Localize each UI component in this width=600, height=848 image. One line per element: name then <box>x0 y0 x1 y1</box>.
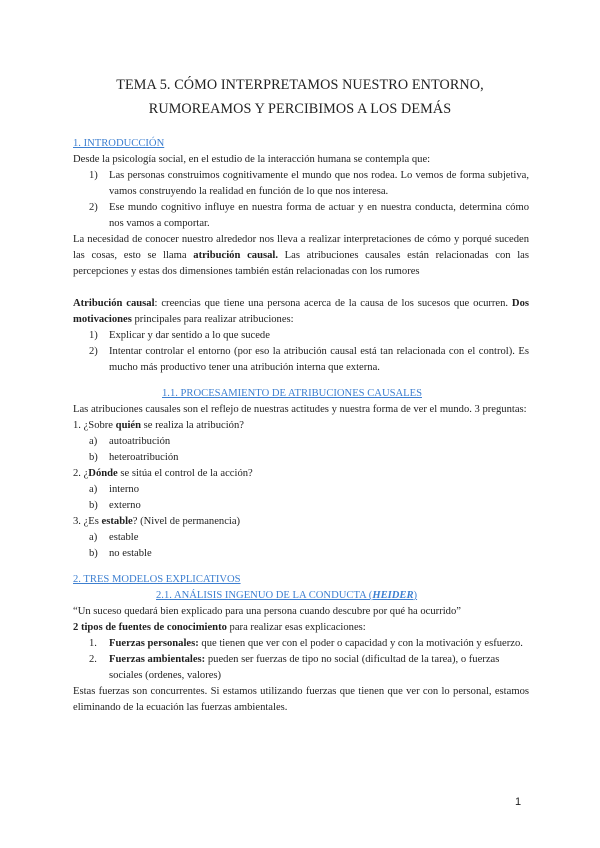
list-item-text: heteroatribución <box>109 452 179 463</box>
heading-analisis-ingenuo <box>73 588 529 604</box>
heading-text: ) <box>413 590 418 601</box>
list-marker: 2) <box>89 202 98 213</box>
document-title <box>0 73 600 121</box>
definition-text: principales para realizar atribuciones: <box>131 314 294 325</box>
list-marker: 1) <box>89 330 98 341</box>
list-marker: b) <box>89 500 98 511</box>
list-item-text: Explicar y dar sentido a lo que sucede <box>109 330 270 341</box>
heading-introduccion: 1. INTRODUCCIÓN <box>73 138 165 149</box>
closing-paragraph: Estas fuerzas son concurrentes. Si estamos utilizando fuerzas que tienen que ver con lo personal, estamos eliminando de la ecuación las fuerzas ambientales. <box>73 686 529 713</box>
sources-text: para realizar esas explicaciones: <box>226 622 366 633</box>
list-marker: 1) <box>89 170 98 181</box>
question-text: 2. ¿ <box>73 468 89 479</box>
list-marker: 1. <box>89 638 97 649</box>
processing-lead: Las atribuciones causales son el reflejo de nuestras actitudes y nuestra forma de ver el mundo. 3 preguntas: <box>73 404 527 415</box>
list-item-text: Las personas construimos cognitivamente el mundo que nos rodea. Lo vemos de forma subjetiva, vamos construyendo la realidad en función de lo que nos interesa. <box>109 170 529 197</box>
question-2 <box>73 466 529 482</box>
list-marker: 2) <box>89 346 98 357</box>
page-number: 1 <box>515 796 522 808</box>
question-text: se sitúa el control de la acción? <box>117 468 253 479</box>
heading-modelos: 2. TRES MODELOS EXPLICATIVOS <box>73 574 241 585</box>
list-item-text: Ese mundo cognitivo influye en nuestra forma de actuar y en nuestra conducta, determina cómo nos vamos a comportar. <box>109 202 529 229</box>
list-marker: b) <box>89 452 98 463</box>
definition-text: : creencias que tiene una persona acerca de la causa de los sucesos que ocurren. <box>154 298 512 309</box>
list-item-text: interno <box>109 484 140 495</box>
option-item <box>73 450 529 466</box>
question-keyword: estable <box>101 516 133 527</box>
heading-author: HEIDER <box>372 590 414 601</box>
list-marker: 2. <box>89 654 97 665</box>
question-3 <box>73 514 529 530</box>
intro-item-1 <box>73 168 529 200</box>
heading-text: 2.1. ANÁLISIS INGENUO DE LA CONDUCTA ( <box>156 590 373 601</box>
list-item-text: autoatribución <box>109 436 171 447</box>
heading-procesamiento: 1.1. PROCESAMIENTO DE ATRIBUCIONES CAUSALES <box>162 388 422 399</box>
question-text: se realiza la atribución? <box>141 420 244 431</box>
term-atribucion-causal: atribución causal. <box>193 250 278 261</box>
intro-item-2 <box>73 200 529 232</box>
intro-paragraph <box>73 232 529 280</box>
question-keyword: Dónde <box>88 468 118 479</box>
sources-lead <box>73 620 529 636</box>
force-term: Fuerzas ambientales: <box>109 654 206 665</box>
option-item <box>73 530 529 546</box>
list-marker: b) <box>89 548 98 559</box>
option-item <box>73 498 529 514</box>
list-item-text: estable <box>109 532 139 543</box>
option-item <box>73 546 529 562</box>
definition-paragraph <box>73 296 529 328</box>
list-marker: a) <box>89 484 98 495</box>
force-text: que tienen que ver con el poder o capacidad y con la motivación y esfuerzo. <box>198 638 523 649</box>
motivation-item-2 <box>73 344 529 376</box>
option-item <box>73 434 529 450</box>
definition-bold: Dos motivaciones <box>73 298 529 325</box>
list-item-text: Intentar controlar el entorno (por eso la atribución causal está tan relacionada con el control). Es mucho más productivo tener una atribución interna que externa. <box>109 346 529 373</box>
question-text: ? (Nivel de permanencia) <box>132 516 241 527</box>
paragraph-text: Las atribuciones causales están relacionadas con las percepciones y estas dos dimensiones también están relacionadas con los rumores <box>73 250 530 277</box>
force-item-1 <box>73 636 529 652</box>
option-item <box>73 482 529 498</box>
question-text: 3. ¿Es <box>73 516 102 527</box>
title-line-1: TEMA 5. CÓMO INTERPRETAMOS NUESTRO ENTORNO, <box>116 77 484 93</box>
title-line-2: RUMOREAMOS Y PERCIBIMOS A LOS DEMÁS <box>148 101 452 117</box>
list-marker: a) <box>89 532 98 543</box>
list-marker: a) <box>89 436 98 447</box>
question-1 <box>73 418 529 434</box>
document-body <box>73 136 529 716</box>
force-item-2 <box>73 652 529 684</box>
intro-lead: Desde la psicología social, en el estudio de la interacción humana se contempla que: <box>73 154 431 165</box>
quote: “Un suceso quedará bien explicado para una persona cuando descubre por qué ha ocurrido” <box>73 606 461 617</box>
paragraph-text: La necesidad de conocer nuestro alrededor nos lleva a realizar interpretaciones de cómo y porqué suceden las cosas, esto se llama <box>73 234 529 261</box>
list-item-text: externo <box>109 500 141 511</box>
sources-bold: 2 tipos de fuentes de conocimiento <box>73 622 227 633</box>
motivation-item-1 <box>73 328 529 344</box>
question-text: 1. ¿Sobre <box>73 420 116 431</box>
definition-term: Atribución causal <box>73 298 155 309</box>
force-term: Fuerzas personales: <box>109 638 199 649</box>
question-keyword: quién <box>115 420 141 431</box>
force-text: pueden ser fuerzas de tipo no social (dificultad de la tarea), o fuerzas sociales (ordenes, valores) <box>109 654 500 681</box>
list-item-text: no estable <box>109 548 152 559</box>
